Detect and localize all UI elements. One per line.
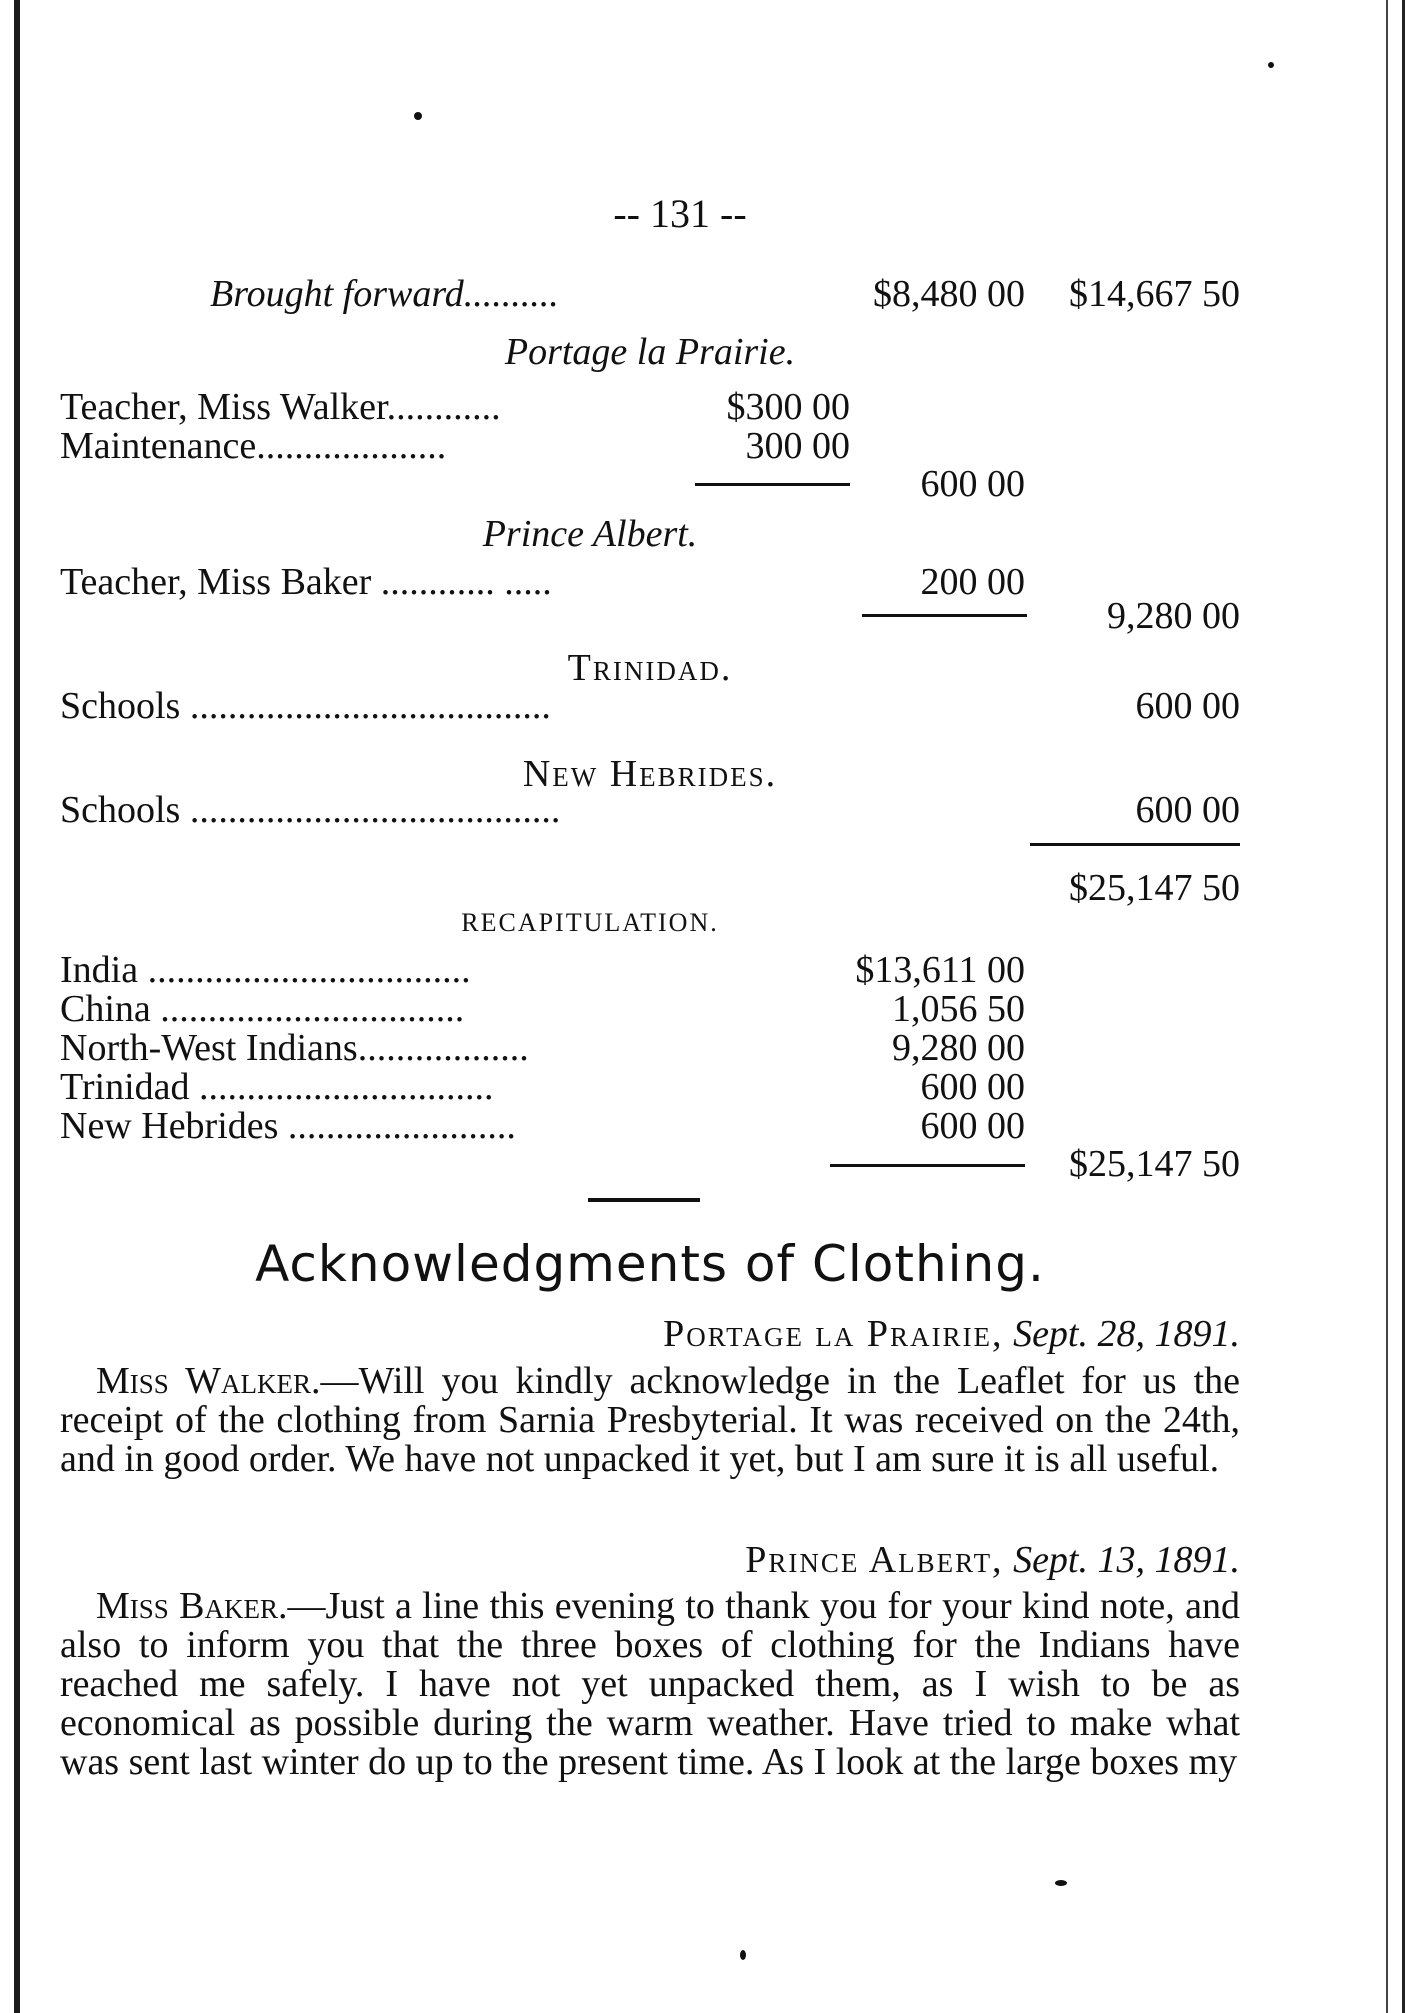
row-label: Maintenance....................	[60, 425, 447, 467]
dateline-date: Sept. 28, 1891.	[1013, 1313, 1240, 1355]
letter2-speaker: Miss Baker.	[96, 1585, 288, 1627]
dateline-letter1	[663, 1312, 1240, 1356]
rule-new-hebrides	[1030, 843, 1240, 846]
recap-heading: RECAPITULATION.	[461, 908, 719, 937]
recap-label: China ................................	[60, 988, 465, 1030]
dateline-letter2	[745, 1538, 1240, 1582]
page-edge-right	[1386, 0, 1388, 2013]
ink-speck	[1055, 1880, 1067, 1886]
page-edge-right-outer	[1402, 0, 1405, 2013]
prince-albert-total: 9,280 00	[1107, 595, 1240, 637]
recap-label: New Hebrides ........................	[60, 1105, 516, 1147]
recap-value: 600 00	[920, 1105, 1025, 1147]
recap-row	[60, 948, 1240, 992]
new-hebrides-heading: New Hebrides.	[522, 753, 778, 795]
letter1-speaker: Miss Walker.	[96, 1360, 321, 1402]
row-label: Teacher, Miss Walker............	[60, 386, 501, 428]
brought-forward-row	[60, 272, 1240, 316]
recap-value: 9,280 00	[892, 1027, 1025, 1069]
recap-label: Trinidad ...............................	[60, 1066, 494, 1108]
row-value: 300 00	[745, 425, 850, 467]
prince-albert-total-row	[60, 594, 1240, 638]
ink-speck	[414, 112, 422, 120]
new-hebrides-total-row	[60, 866, 1240, 910]
recap-label: India ..................................	[60, 949, 471, 991]
recap-row	[60, 1065, 1240, 1109]
dateline-date: Sept. 13, 1891.	[1013, 1539, 1240, 1581]
new-hebrides-row	[60, 788, 1240, 832]
row-label: Teacher, Miss Baker ............ .....	[60, 561, 552, 603]
recap-value: 600 00	[920, 1066, 1025, 1108]
portage-heading: Portage la Prairie.	[504, 331, 796, 373]
recap-value: 1,056 50	[892, 988, 1025, 1030]
portage-subtotal-row	[60, 462, 1240, 506]
brought-forward-col2: $8,480 00	[873, 273, 1025, 315]
dateline-place: Portage la Prairie,	[663, 1313, 1004, 1355]
portage-subtotal: 600 00	[920, 463, 1025, 505]
recap-value: $13,611 00	[855, 949, 1025, 991]
recap-label: North-West Indians..................	[60, 1027, 529, 1069]
ink-speck	[1268, 62, 1274, 68]
brought-forward-col3: $14,667 50	[1069, 273, 1240, 315]
row-label: Schools ......................................	[60, 685, 551, 727]
brought-forward-label: Brought forward..........	[210, 273, 559, 315]
row-value: $300 00	[726, 386, 850, 428]
grand-total: $25,147 50	[1069, 867, 1240, 909]
letter2-paragraph	[60, 1587, 1240, 1782]
row-label: Schools .......................................	[60, 789, 561, 831]
row-value: 600 00	[1135, 685, 1240, 727]
letter1-paragraph	[60, 1362, 1240, 1479]
prince-albert-heading: Prince Albert.	[482, 513, 698, 555]
recap-row	[60, 987, 1240, 1031]
section-divider	[588, 1198, 700, 1202]
page-edge-left	[14, 0, 20, 2013]
ink-speck	[740, 1950, 746, 1960]
acknowledgments-title: Acknowledgments of Clothing.	[255, 1235, 1045, 1293]
trinidad-heading: Trinidad.	[567, 647, 733, 689]
letter2-text: —Just a line this evening to thank you for your kind note, and also to inform you that the three boxes of clothing for the Indians have reached me safely. I have not yet unpacked them, as I wish to be as economical as possible during the warm weather. Have tried to make what was sent last winter do up to the present time. As I look at the large boxes my	[60, 1585, 1241, 1783]
trinidad-row	[60, 684, 1240, 728]
row-value: 600 00	[1135, 789, 1240, 831]
dateline-place: Prince Albert,	[745, 1539, 1004, 1581]
recap-total: $25,147 50	[1069, 1143, 1240, 1185]
recap-row	[60, 1026, 1240, 1070]
portage-row-teacher	[60, 385, 1240, 429]
page-number: -- 131 --	[613, 191, 747, 236]
row-value: 200 00	[920, 561, 1025, 603]
recap-total-row	[60, 1142, 1240, 1186]
letter1-text: —Will you kindly acknowledge in the Leaflet for us the receipt of the clothing from Sarnia Presbyterial. It was received on the 24th, and in good order. We have not unpacked it yet, but I am sure it is all useful.	[60, 1360, 1240, 1480]
